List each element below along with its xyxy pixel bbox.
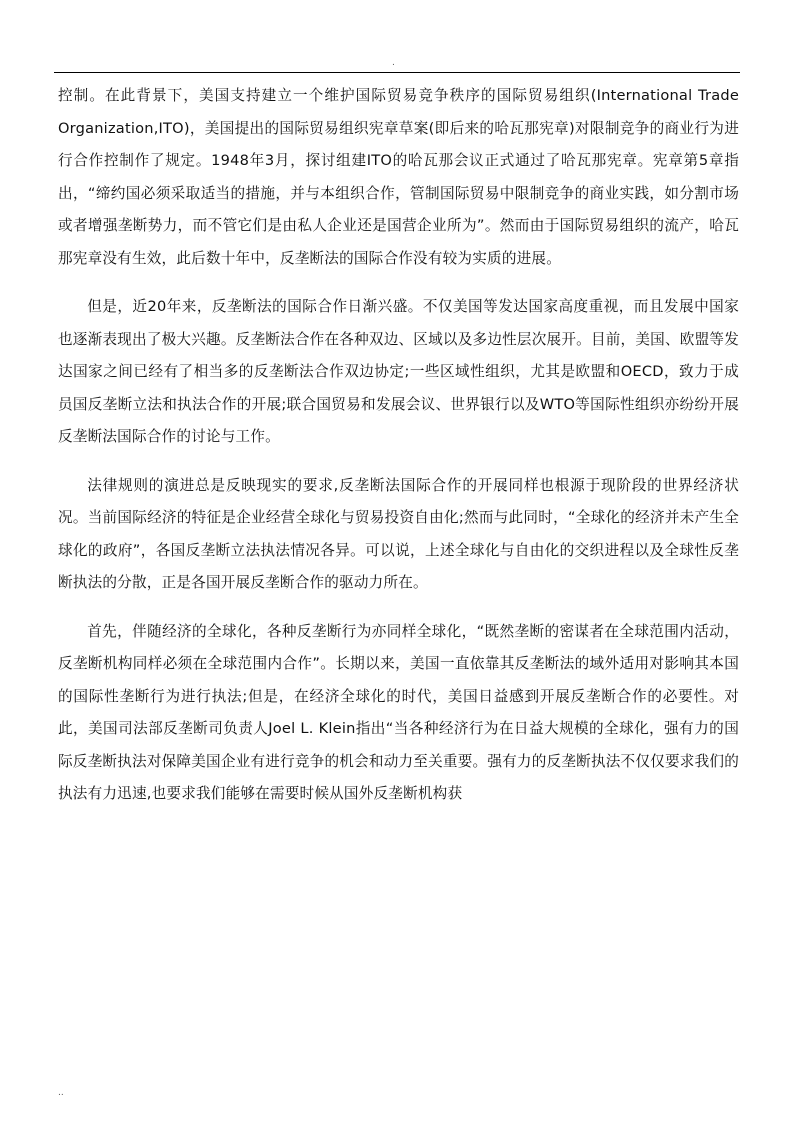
paragraph-1: 控制。在此背景下，美国支持建立一个维护国际贸易竞争秩序的国际贸易组织(International Trade Organization,ITO)，美国提出的国际贸易组织宪章草案(即后来的哈瓦那宪章)对限制竞争的商业行为进行合作控制作了规定。1948年3月，探讨组建ITO的哈瓦那会议正式通过了哈瓦那宪章。宪章第5章指出，“缔约国必须采取适当的措施，并与本组织合作，管制国际贸易中限制竞争的商业实践，如分割市场或者增强垄断势力，而不管它们是由私人企业还是国营企业所为”。然而由于国际贸易组织的流产，哈瓦那宪章没有生效，此后数十年中，反垄断法的国际合作没有较为实质的进展。 (58, 87, 739, 267)
paragraph-4: 首先，伴随经济的全球化，各种反垄断行为亦同样全球化，“既然垄断的密谋者在全球范围内活动，反垄断机构同样必须在全球范围内合作”。长期以来，美国一直依靠其反垄断法的域外适用对影响其本国的国际性垄断行为进行执法;但是，在经济全球化的时代，美国日益感到开展反垄断合作的必要性。对此，美国司法部反垄断司负责人Joel L. Klein指出“当各种经济行为在日益大规模的全球化，强有力的国际反垄断执法对保障美国企业有进行竞争的机会和动力至关重要。强有力的反垄断执法不仅仅要求我们的执法有力迅速,也要求我们能够在需要时候从国外反垄断机构获 (58, 622, 739, 802)
footer-mark: .. (58, 1088, 64, 1098)
header-rule (54, 72, 740, 73)
document-body (58, 80, 739, 827)
paragraph-3: 法律规则的演进总是反映现实的要求,反垄断法国际合作的开展同样也根源于现阶段的世界经济状况。当前国际经济的特征是企业经营全球化与贸易投资自由化;然而与此同时，“全球化的经济并未产生全球化的政府”，各国反垄断立法执法情况各异。可以说，上述全球化与自由化的交织进程以及全球性反垄断执法的分散，正是各国开展反垄断合作的驱动力所在。 (58, 476, 739, 591)
paragraph-2: 但是，近20年来，反垄断法的国际合作日渐兴盛。不仅美国等发达国家高度重视，而且发展中国家也逐渐表现出了极大兴趣。反垄断法合作在各种双边、区域以及多边性层次展开。目前，美国、欧盟等发达国家之间已经有了相当多的反垄断法合作双边协定;一些区域性组织，尤其是欧盟和OECD，致力于成员国反垄断立法和执法合作的开展;联合国贸易和发展会议、世界银行以及WTO等国际性组织亦纷纷开展反垄断法国际合作的讨论与工作。 (58, 298, 739, 445)
header-mark: . (392, 58, 395, 68)
